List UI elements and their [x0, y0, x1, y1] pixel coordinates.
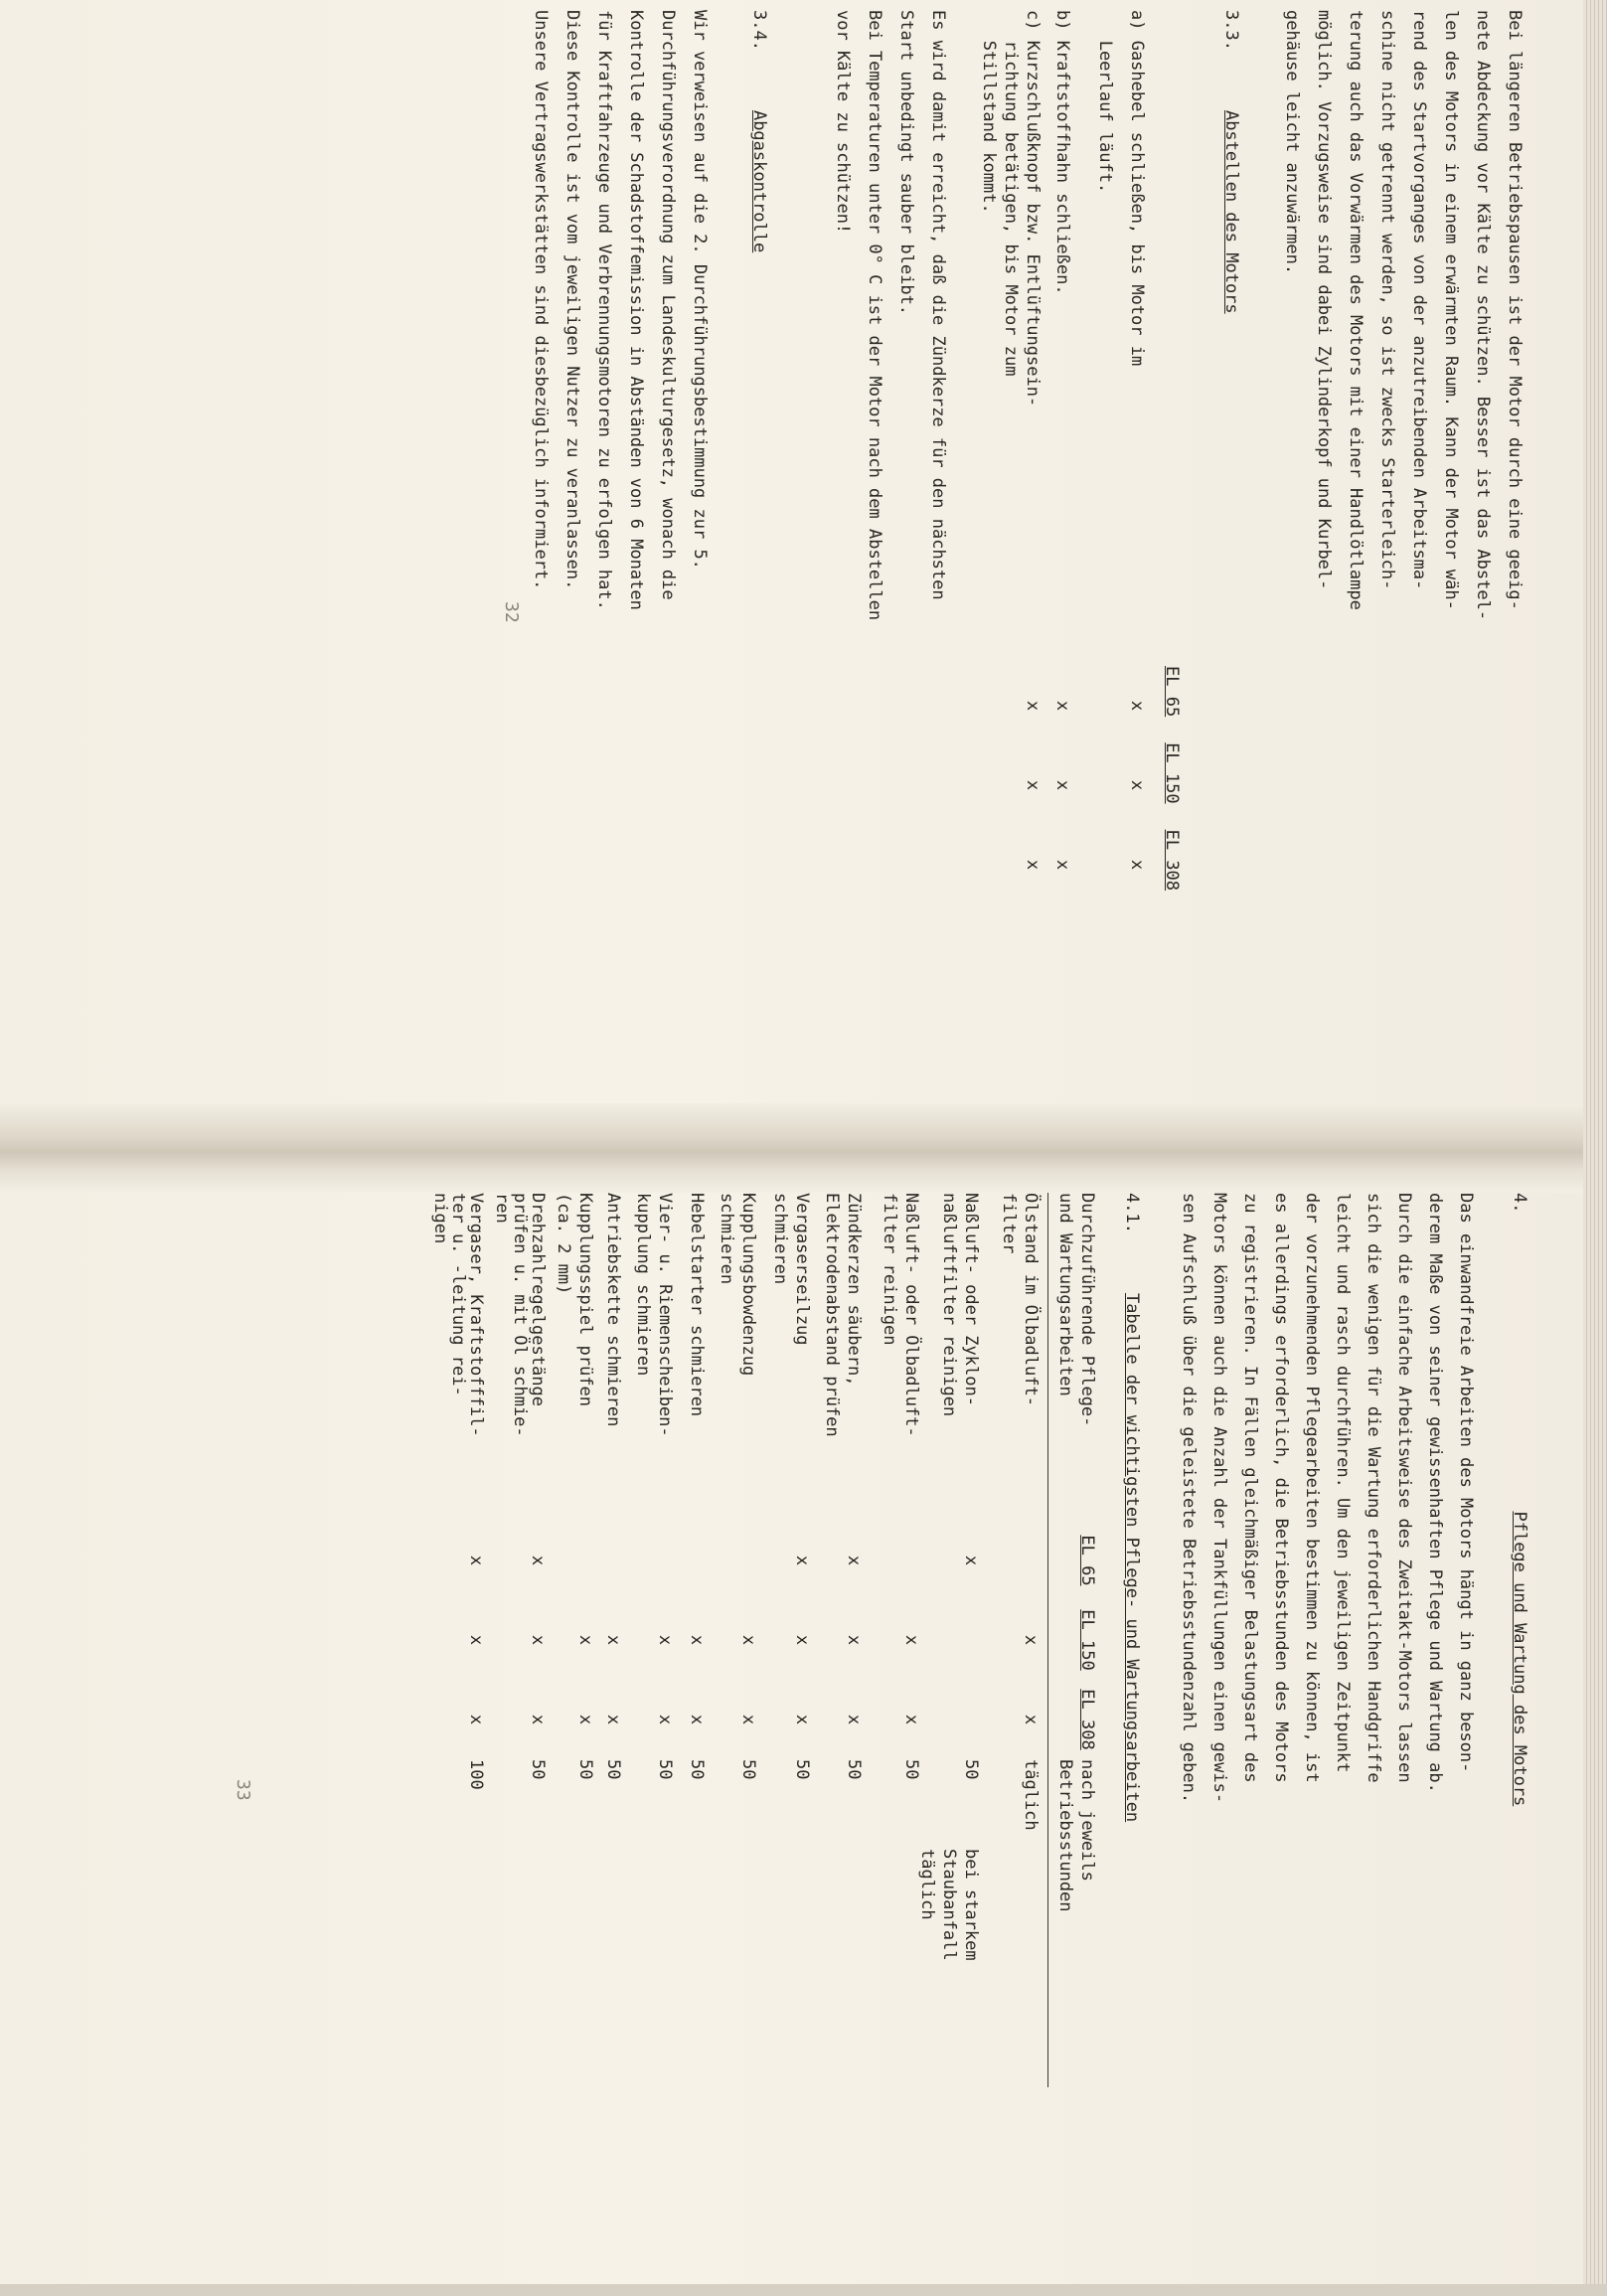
mark-el308: x [466, 1714, 486, 1725]
table-row [553, 1193, 596, 1998]
mark-el65 [716, 1521, 759, 1600]
task: Vier- u. Riemenscheiben- kupplung schmieren [633, 1193, 675, 1437]
mark: x [1052, 700, 1072, 712]
mark-el65 [998, 1521, 1042, 1600]
table-row [716, 1193, 759, 1998]
note [821, 1849, 865, 1998]
mark: x [1127, 779, 1147, 791]
mark-el308: x [738, 1714, 758, 1725]
header-task: Durchzuführende Pflege- und Wartungsarbeiten [1055, 1193, 1097, 1427]
mark: x [1023, 859, 1043, 871]
column-el150: EL 150 [1162, 742, 1182, 804]
table-row [686, 1193, 708, 1998]
table-row [998, 1193, 1042, 1998]
machine-columns-header [1156, 666, 1188, 891]
column-el308: EL 308 [1162, 829, 1182, 892]
scan-bottom-edge [0, 2284, 1607, 2296]
task: Zündkerzen säubern, Elektrodenabstand prüfen [822, 1193, 864, 1437]
hours: 50 [687, 1759, 707, 1780]
mark-el65: x [792, 1555, 812, 1566]
table-row [431, 1193, 485, 1998]
section-3-3-heading [1215, 10, 1247, 314]
mark-el150: x [575, 1634, 595, 1646]
note [998, 1849, 1042, 1998]
hours: 50 [738, 1759, 758, 1780]
chapter-4-heading [1504, 1193, 1535, 1806]
mark-el65: x [844, 1555, 864, 1566]
step-text: b) Kraftstoffhahn schließen. [1052, 10, 1072, 295]
mark-el65: x [466, 1555, 486, 1566]
page-number: 33 [233, 1779, 253, 1801]
page-33 [109, 1193, 1590, 2276]
section-4-1-heading [1116, 1193, 1148, 1822]
intro-paragraph: Bei längeren Betriebspausen ist der Motor durch eine geeig- nete Abdeckung vor Kälte zu schützen. Besser ist das Abstel- len des Motors in einem erwärmten Raum. Kann der Motor wäh- rend des Startvorganges von der anzutreibenden Arbeitsma- schine nicht getrennt werden, so ist zwecks Starterleich- terung auch das Vorwärmen des Motors mit einer Handlötlampe möglich. Vorzugsweise sind dabei Zylinderkopf und Kurbel- gehäuse leicht anzuwärmen. [1282, 10, 1525, 621]
mark-el65 [602, 1521, 624, 1600]
step-row [1089, 10, 1153, 904]
task: Vergaser, Kraftstofffil- ter u. -leitung rei- nigen [430, 1193, 486, 1437]
task: Ölstand im Ölbadluft- filter [999, 1193, 1041, 1406]
intro-paragraph: Das einwandfreie Arbeiten des Motors hängt in ganz beson- derem Maße von seiner gewissenhaften Pflege und Wartung ab. Durch die einfache Arbeitsweise des Zweitakt-Motors lassen sich die wenigen für die Wartung erforderlichen Handgriffe leicht und rasch durchführen. Um den jeweiligen Zeitpunkt der vorzunehmenden Pflegearbeiten bestimmen zu können, ist es allerdings erforderlich, die Betriebsstunden des Motors zu registrieren. In Fällen gleichmäßiger Belastungsart des Motors können auch die Anzahl der Tankfüllungen einen gewis- sen Aufschluß über die geleistete Betriebsstundenzahl geben. [1179, 1193, 1476, 1804]
note [493, 1849, 547, 1998]
mark: x [1127, 859, 1147, 871]
hours: 50 [575, 1759, 595, 1780]
mark: x [1052, 859, 1072, 871]
hours: 50 [603, 1759, 623, 1780]
header-el150: EL 150 [1077, 1609, 1097, 1671]
mark-el150: x [528, 1634, 548, 1646]
mark-el308: x [1021, 1714, 1041, 1725]
task: Kupplungsspiel prüfen (ca. 2 mm) [554, 1193, 595, 1406]
mark-el150: x [844, 1634, 864, 1646]
page-32 [109, 10, 1590, 1093]
step-text: c) Kurzschlußknopf bzw. Entlüftungsein- richtung betätigen, bis Motor zum Stillstand kommt. [979, 10, 1043, 408]
page-number: 32 [501, 601, 522, 623]
mark-el308: x [901, 1714, 921, 1725]
mark-el65: x [961, 1555, 981, 1566]
note: bei starkem Staubanfall täglich [917, 1849, 981, 1961]
mark-el150 [916, 1600, 982, 1680]
mark-el150: x [738, 1634, 758, 1646]
note [553, 1849, 596, 1998]
mark-el150: x [603, 1634, 623, 1646]
section-number: 3.4. [749, 10, 769, 51]
section-title: Tabelle der wichtigsten Pflege- und Wartungsarbeiten [1122, 1292, 1142, 1823]
chapter-title: Pflege und Wartung des Motors [1510, 1511, 1529, 1807]
mark-el150: x [901, 1634, 921, 1646]
mark: x [1023, 700, 1043, 712]
mark-el65 [632, 1521, 676, 1600]
step-text: a) Gashebel schließen, bis Motor im Leerlauf läuft. [1095, 10, 1147, 367]
step-row [978, 10, 1044, 904]
hours: 50 [792, 1759, 812, 1780]
hours: täglich [1021, 1759, 1041, 1831]
header-hours: nach jeweils Betriebsstunden [1055, 1759, 1097, 1912]
hours: 50 [961, 1759, 981, 1780]
mark: x [1127, 700, 1147, 712]
table-header-rule [1047, 1193, 1048, 2087]
note [602, 1849, 624, 1998]
hours: 50 [528, 1759, 548, 1780]
chapter-number: 4. [1510, 1193, 1529, 1214]
task: Kupplungsbowdenzug schmieren [717, 1193, 758, 1377]
mark-el308: x [655, 1714, 675, 1725]
mark-el65 [553, 1521, 596, 1600]
task: Naßluft- oder Ölbadluft- filter reinigen [880, 1193, 921, 1437]
mark-el65 [686, 1521, 708, 1600]
task: Drehzahlregelgestänge prüfen u. mit Öl schmie- ren [492, 1193, 548, 1437]
task: Hebelstarter schmieren [687, 1193, 707, 1417]
mark-el308 [916, 1680, 982, 1759]
mark-el308: x [844, 1714, 864, 1725]
mark-el150: x [1021, 1634, 1041, 1646]
section-title: Abgaskontrolle [749, 109, 769, 253]
task: Naßluft- oder Zyklon- naßluftfilter reinigen [939, 1193, 981, 1417]
note [632, 1849, 676, 1998]
section-number: 3.3. [1221, 10, 1241, 51]
note [879, 1849, 922, 1998]
hours: 50 [844, 1759, 864, 1780]
table-header [1054, 1193, 1098, 1978]
table-row [769, 1193, 813, 1998]
table-row [916, 1193, 982, 1998]
mark-el308: x [687, 1714, 707, 1725]
mark-el308: x [528, 1714, 548, 1725]
mark-el308: x [575, 1714, 595, 1725]
abgas-paragraph: Wir verweisen auf die 2. Durchführungsbestimmung zur 5. Durchführungsverordnung zum Landeskulturgesetz, wonach die Kontrolle der Schadstoffemission in Abständen von 6 Monaten für Kraftfahrzeuge und Verbrennungsmotoren zu erfolgen hat. Diese Kontrolle ist vom jeweiligen Nutzer zu veranlassen. Unsere Vertragswerkstätten sind diesbezüglich informiert. [531, 10, 710, 610]
note [716, 1849, 759, 1998]
hours: 100 [466, 1759, 486, 1790]
task: Antriebskette schmieren [603, 1193, 623, 1427]
task: Vergaserseilzug schmieren [770, 1193, 812, 1346]
table-row [632, 1193, 676, 1998]
mark: x [1052, 779, 1072, 791]
note [769, 1849, 813, 1998]
section-number: 4.1. [1122, 1193, 1142, 1233]
column-el65: EL 65 [1162, 666, 1182, 718]
mark-el150: x [466, 1634, 486, 1646]
header-el65: EL 65 [1077, 1535, 1097, 1586]
table-row [602, 1193, 624, 1998]
section-title: Abstellen des Motors [1221, 109, 1241, 314]
book-gutter [0, 1103, 1607, 1193]
mark-el150: x [687, 1634, 707, 1646]
step-row [1046, 10, 1078, 904]
mark-el308: x [792, 1714, 812, 1725]
mark-el150: x [792, 1634, 812, 1646]
mark-el150: x [655, 1634, 675, 1646]
header-el308: EL 308 [1077, 1689, 1097, 1750]
mark-el65 [879, 1521, 922, 1600]
section-3-4-heading [743, 10, 775, 252]
table-row [879, 1193, 922, 1998]
hours: 50 [901, 1759, 921, 1780]
hours: 50 [655, 1759, 675, 1780]
mark: x [1023, 779, 1043, 791]
note-paragraph: Es wird damit erreicht, daß die Zündkerze für den nächsten Start unbedingt sauber bleibt. Bei Temperaturen unter 0° C ist der Motor nach dem Abstellen vor Kälte zu schützen! [833, 10, 948, 621]
note [686, 1849, 708, 1998]
mark-el65: x [528, 1555, 548, 1566]
table-row [493, 1193, 547, 1998]
mark-el308: x [603, 1714, 623, 1725]
table-row [821, 1193, 865, 1998]
note [431, 1849, 485, 1998]
